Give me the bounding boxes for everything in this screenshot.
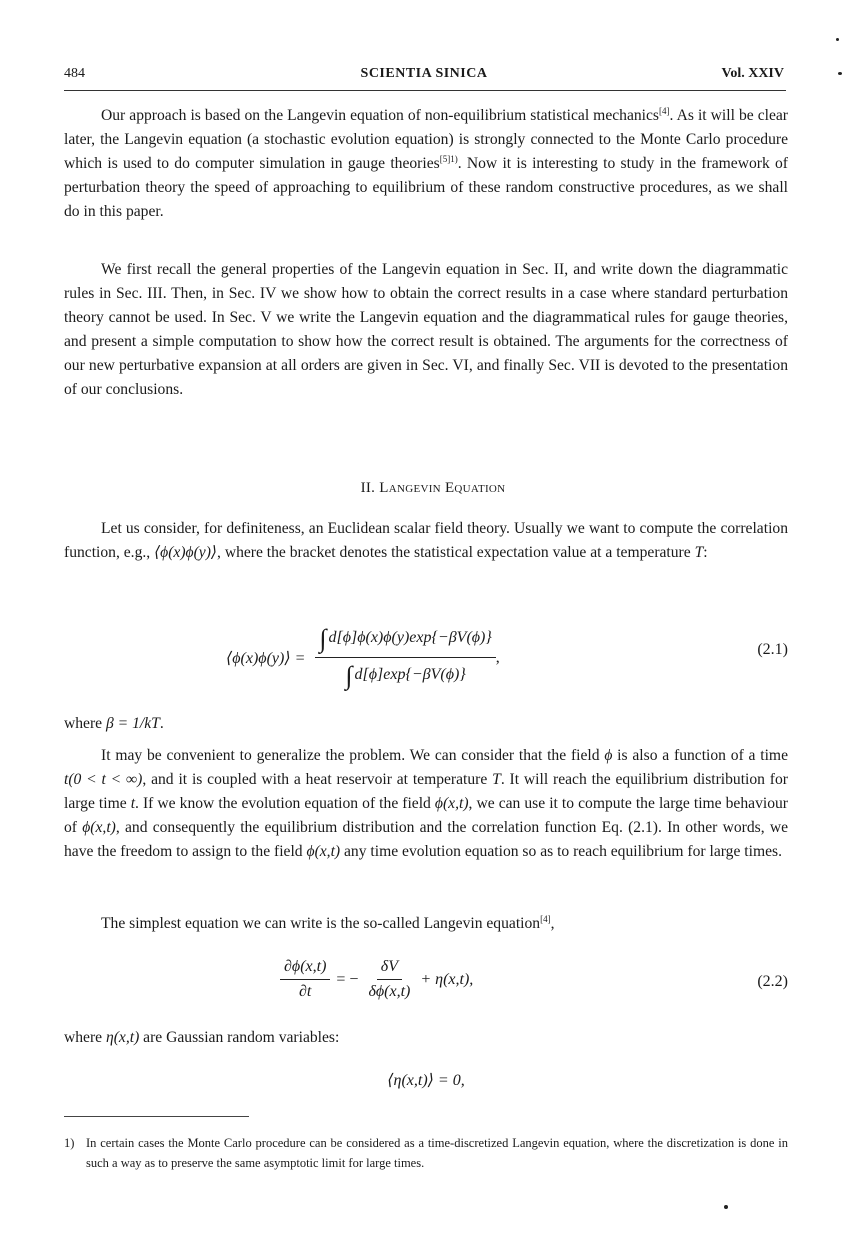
equation-2-3: ⟨η(x,t)⟩ = 0,: [387, 1072, 465, 1089]
text-run: where: [64, 1029, 106, 1046]
equation-2-1: [64, 610, 788, 690]
journal-title: SCIENTIA SINICA: [360, 66, 488, 81]
math-inline: ϕ(x,t): [434, 795, 469, 812]
text-run: . It will reach the equilibrium distribution for large time: [64, 771, 788, 812]
math-inline: T: [492, 771, 501, 788]
text-run: , and it is coupled with a heat reservoir at temperature: [142, 771, 493, 788]
header-rule: [64, 90, 786, 91]
numerator-text: d[ϕ]ϕ(x)ϕ(y)exp{−βV(ϕ)}: [328, 629, 492, 646]
integral-sign: ∫: [345, 661, 353, 690]
section-heading: II. Langevin Equation: [360, 480, 506, 496]
eq-tail: + η(x,t),: [420, 970, 474, 988]
citation-ref: [4]: [540, 913, 551, 924]
citation-ref: [4]: [659, 105, 670, 116]
math-inline: t: [130, 795, 136, 812]
eq-denominator: δϕ(x,t): [368, 983, 411, 1000]
eq-fraction-lhs: [280, 958, 330, 1001]
volume-label: Vol. XXIV: [721, 66, 784, 81]
denominator-text: d[ϕ]exp{−βV(ϕ)}: [354, 666, 466, 683]
math-inline: β = 1/kT: [106, 715, 160, 732]
footnote-text: In certain cases the Monte Carlo procedure can be considered as a time-discretized Langevin equation, where the discretization is done in such a way as to preserve the same asymptotic limit for large times.: [86, 1136, 788, 1170]
text-run: . As it will be clear later, the Langevin equation (a stochastic evolution equation) is strongly connected to the Monte Carlo procedure which is used to do computer simulation in gauge theories: [64, 107, 788, 172]
eq-lhs: ⟨ϕ(x)ϕ(y)⟩ =: [226, 649, 306, 667]
math-inline: t(0 < t < ∞): [64, 771, 143, 788]
text-run: is also a function of a time: [612, 747, 788, 764]
eq-denominator: ∂t: [299, 983, 312, 1000]
text-run: . If we know the evolution equation of the field: [135, 795, 435, 812]
equation-number: (2.1): [757, 641, 788, 658]
scan-speck: [724, 1205, 728, 1209]
eq-denominator: [341, 658, 469, 691]
math-inline: ϕ(x,t): [82, 819, 116, 836]
text-run: . Now it is interesting to study in the framework of perturbation theory the speed of approaching to equilibrium of these random constructive procedures, as we shall do in this paper.: [64, 155, 789, 220]
text-run: ,: [550, 915, 555, 932]
section-paragraph-1: [64, 517, 788, 565]
footnote-mark: 1): [64, 1136, 75, 1150]
math-inline: ⟨ϕ(x)ϕ(y)⟩: [154, 544, 218, 561]
text-run: , and consequently the equilibrium distribution and the correlation function Eq. (2.1). In other words, we have the freedom to assign to the field: [64, 819, 789, 860]
footnote-rule: [64, 1116, 249, 1117]
scan-speck: [836, 38, 839, 41]
math-inline: ϕ(x,t): [306, 843, 341, 860]
equation-2-2: [64, 952, 788, 1012]
equation-number: (2.2): [757, 973, 788, 990]
eq-punct: ,: [495, 648, 500, 666]
text-run: , where the bracket denotes the statistical expectation value at a temperature: [217, 544, 695, 561]
eq-numerator: [315, 624, 495, 658]
text-run: The simplest equation we can write is the so-called Langevin equation: [101, 915, 541, 932]
integral-sign: ∫: [319, 624, 327, 653]
math-inline: ϕ: [604, 747, 613, 764]
eq-fraction: [315, 624, 495, 691]
eq-numerator: δV: [377, 958, 402, 980]
footnote: [64, 1133, 788, 1173]
intro-paragraph-1: [64, 104, 788, 224]
section-paragraph-3: [64, 912, 788, 936]
section-paragraph-4: [64, 1026, 788, 1050]
text-run: , we can use it to compute the large time behaviour of: [64, 795, 788, 836]
math-inline: η(x,t): [106, 1029, 140, 1046]
eq-fraction-rhs: [364, 958, 414, 1001]
text-run: It may be convenient to generalize the problem. We can consider that the field: [101, 747, 605, 764]
text-run: Let us consider, for definiteness, an Euclidean scalar field theory. Usually we want to compute the correlation function, e.g.,: [64, 520, 788, 561]
text-run: Our approach is based on the Langevin equation of non-equilibrium statistical mechanics: [101, 107, 659, 124]
scan-speck: [838, 72, 842, 75]
text-run: any time evolution equation so as to reach equilibrium for large times.: [340, 843, 782, 860]
page-number: 484: [64, 66, 85, 81]
eq-numerator: ∂ϕ(x,t): [280, 958, 330, 980]
text-run: where: [64, 715, 106, 732]
text-run: are Gaussian random variables:: [139, 1029, 340, 1046]
eq-operator: = −: [336, 970, 359, 988]
section-paragraph-2: [64, 744, 788, 864]
text-run: .: [159, 715, 164, 732]
math-inline: T: [694, 544, 704, 561]
intro-paragraph-2: We first recall the general properties of the Langevin equation in Sec. II, and write down the diagrammatic rules in Sec. III. Then, in Sec. IV we show how to obtain the correct results in a case where standard perturbation theory cannot be used. In Sec. V we write the Langevin equation and the diagrammatical rules for gauge theories, and present a simple computation to show how the correct result is obtained. The arguments for the correctness of our new perturbative expansion at all orders are given in Sec. VI, and finally Sec. VII is devoted to the presentation of our conclusions.: [64, 261, 788, 398]
running-header: [64, 64, 784, 86]
citation-ref: [5]1): [439, 153, 458, 164]
text-run: :: [703, 544, 708, 561]
where-beta-line: [64, 712, 788, 736]
